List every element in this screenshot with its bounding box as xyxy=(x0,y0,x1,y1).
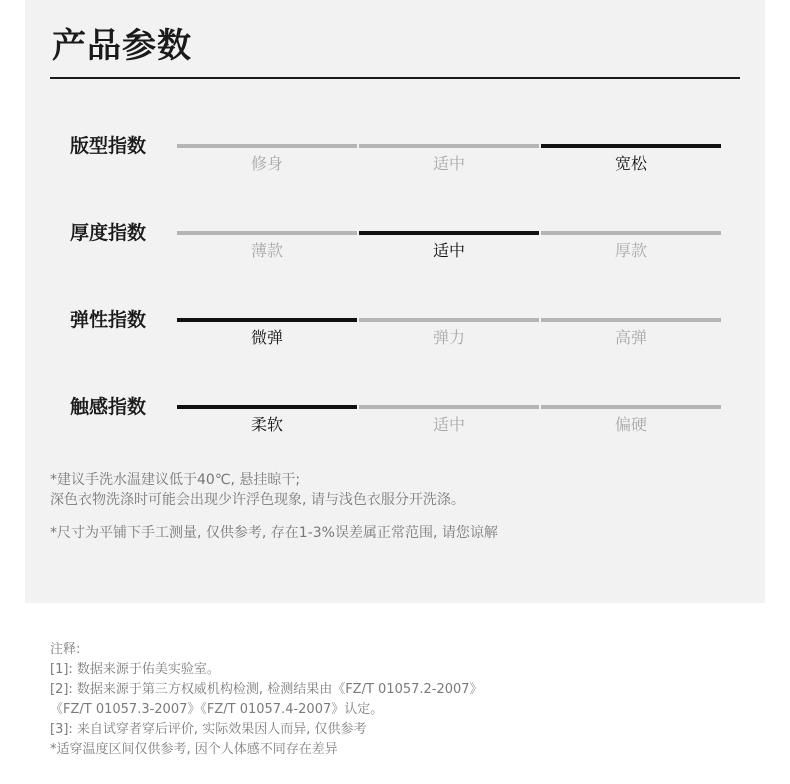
index-segment xyxy=(177,405,357,409)
footnote: [3]: 来自试穿者穿后评价, 实际效果因人而异, 仅供参考 xyxy=(50,722,367,737)
index-option: 弹力 xyxy=(432,328,465,347)
params-panel xyxy=(25,0,765,603)
index-option: 适中 xyxy=(432,241,465,260)
index-option: 微弹 xyxy=(250,328,283,347)
index-segment xyxy=(359,231,539,235)
index-option: 偏硬 xyxy=(614,415,647,434)
index-segment xyxy=(177,231,357,235)
footnote: 《FZ/T 01057.3-2007》《FZ/T 01057.4-2007》认定。 xyxy=(50,702,384,717)
index-row-thickness xyxy=(0,222,790,272)
index-row-fit xyxy=(0,135,790,185)
index-segment xyxy=(541,318,721,322)
index-segment xyxy=(359,144,539,148)
index-option: 修身 xyxy=(250,154,283,173)
index-option: 薄款 xyxy=(250,241,283,260)
footnote: *适穿温度区间仅供参考, 因个人体感不同存在差异 xyxy=(50,742,338,757)
index-segment xyxy=(177,318,357,322)
index-label: 弹性指数 xyxy=(70,309,147,331)
page-title: 产品参数 xyxy=(52,26,192,66)
size-note: *尺寸为平铺下手工测量, 仅供参考, 存在1-3%误差属正常范围, 请您谅解 xyxy=(50,525,498,541)
index-label: 触感指数 xyxy=(70,396,147,418)
index-option: 适中 xyxy=(432,154,465,173)
index-option: 厚款 xyxy=(614,241,647,260)
index-segment xyxy=(541,405,721,409)
index-option: 适中 xyxy=(432,415,465,434)
index-segment xyxy=(541,231,721,235)
index-label: 厚度指数 xyxy=(70,222,147,244)
index-row-elasticity xyxy=(0,309,790,359)
index-option: 宽松 xyxy=(614,154,647,173)
index-segment xyxy=(359,318,539,322)
index-option: 柔软 xyxy=(250,415,283,434)
title-divider xyxy=(50,77,740,79)
index-segment xyxy=(359,405,539,409)
index-segment xyxy=(177,144,357,148)
care-note: *建议手洗水温建议低于40℃, 悬挂晾干; xyxy=(50,472,301,488)
index-row-touch xyxy=(0,396,790,446)
index-label: 版型指数 xyxy=(70,135,147,157)
care-note: 深色衣物洗涤时可能会出现少许浮色现象, 请与浅色衣服分开洗涤。 xyxy=(50,492,465,508)
index-segment xyxy=(541,144,721,148)
footnote-heading: 注释: xyxy=(50,642,81,657)
footnote: [1]: 数据来源于佑美实验室。 xyxy=(50,662,220,677)
footnote: [2]: 数据来源于第三方权威机构检测, 检测结果由《FZ/T 01057.2-2007》 xyxy=(50,682,483,697)
index-option: 高弹 xyxy=(614,328,647,347)
